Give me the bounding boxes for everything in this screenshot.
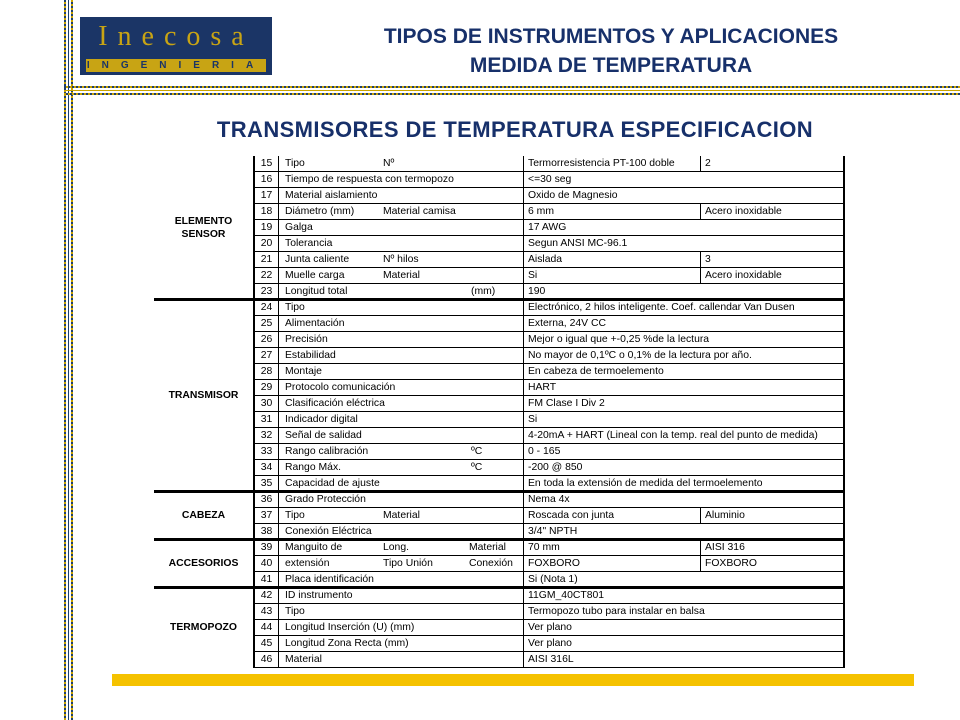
row-value: Electrónico, 2 hilos inteligente. Coef. callendar Van Dusen xyxy=(523,300,843,315)
group-label-line: ELEMENTO xyxy=(174,216,233,227)
row-value: Ver plano xyxy=(523,636,843,651)
row-number: 43 xyxy=(255,604,279,619)
group-label xyxy=(154,215,253,241)
row-parameter: Diámetro (mm) xyxy=(285,206,355,217)
spec-row xyxy=(255,348,845,364)
section-title: TRANSMISORES DE TEMPERATURA ESPECIFICACION xyxy=(216,117,814,142)
group-separator xyxy=(154,490,845,493)
spec-row xyxy=(255,604,845,620)
row-value-2: Acero inoxidable xyxy=(700,204,843,219)
row-detail: Material xyxy=(383,510,420,521)
group-label xyxy=(154,557,253,570)
row-parameter: Rango Máx. xyxy=(285,462,342,473)
row-number: 17 xyxy=(255,188,279,203)
row-parameter: Manguito de xyxy=(285,542,343,553)
row-parameter: Señal de salidad xyxy=(285,430,362,441)
row-parameter: Longitud total xyxy=(285,286,348,297)
row-number: 20 xyxy=(255,236,279,251)
row-value-2: Acero inoxidable xyxy=(700,268,843,283)
row-value: 3/4" NPTH xyxy=(523,524,843,539)
row-value: <=30 seg xyxy=(523,172,843,187)
row-value: 70 mm xyxy=(523,540,700,555)
row-number: 27 xyxy=(255,348,279,363)
row-parameter: extensión xyxy=(285,558,330,569)
header-divider xyxy=(64,86,960,88)
row-number: 15 xyxy=(255,156,279,171)
spec-row xyxy=(255,412,845,428)
row-parameter: Material xyxy=(285,654,322,665)
spec-row xyxy=(255,396,845,412)
row-value: Termorresistencia PT-100 doble xyxy=(523,156,700,171)
row-detail: Nº xyxy=(383,158,395,169)
left-border-line xyxy=(68,0,69,720)
group-separator xyxy=(154,538,845,541)
page-subtitle: MEDIDA DE TEMPERATURA xyxy=(469,54,753,77)
row-parameter: Tipo xyxy=(285,158,305,169)
row-detail: Material xyxy=(383,270,420,281)
row-detail: Tipo Unión xyxy=(383,558,433,569)
row-value: Mejor o igual que +-0,25 %de la lectura xyxy=(523,332,843,347)
row-value-2: 3 xyxy=(700,252,843,267)
row-value: Si xyxy=(523,268,700,283)
row-number: 40 xyxy=(255,556,279,571)
spec-row xyxy=(255,204,845,220)
row-number: 41 xyxy=(255,572,279,587)
row-detail-2: Conexión xyxy=(469,558,513,569)
row-value: Aislada xyxy=(523,252,700,267)
row-value: HART xyxy=(523,380,843,395)
row-number: 34 xyxy=(255,460,279,475)
sheet-inner-border xyxy=(253,156,255,668)
row-value: 4-20mA + HART (Lineal con la temp. real del punto de medida) xyxy=(523,428,843,443)
group-label-line-2: SENSOR xyxy=(181,229,226,240)
row-parameter: Conexión Eléctrica xyxy=(285,526,372,537)
row-number: 35 xyxy=(255,476,279,491)
row-value: 190 xyxy=(523,284,843,299)
row-value: 11GM_40CT801 xyxy=(523,588,843,603)
row-number: 31 xyxy=(255,412,279,427)
row-parameter: Tiempo de respuesta con termopozo xyxy=(285,174,454,185)
spec-row xyxy=(255,268,845,284)
row-number: 24 xyxy=(255,300,279,315)
spec-row xyxy=(255,636,845,652)
spec-row xyxy=(255,156,845,172)
row-value: AISI 316L xyxy=(523,652,843,667)
row-number: 45 xyxy=(255,636,279,651)
spec-row xyxy=(255,460,845,476)
group-label-line: CABEZA xyxy=(181,510,226,521)
row-number: 38 xyxy=(255,524,279,539)
row-parameter: Muelle carga xyxy=(285,270,345,281)
spec-row xyxy=(255,556,845,572)
row-value-2: 2 xyxy=(700,156,843,171)
page-title: TIPOS DE INSTRUMENTOS Y APLICACIONES xyxy=(383,25,839,48)
row-number: 32 xyxy=(255,428,279,443)
spec-row xyxy=(255,492,845,508)
spec-row xyxy=(255,172,845,188)
row-parameter: Junta caliente xyxy=(285,254,350,265)
row-parameter: Tolerancia xyxy=(285,238,333,249)
logo-wordmark: Inecosa xyxy=(98,21,254,52)
row-value: En cabeza de termoelemento xyxy=(523,364,843,379)
spec-row xyxy=(255,652,845,668)
row-number: 28 xyxy=(255,364,279,379)
sheet-right-border xyxy=(843,156,845,668)
company-logo xyxy=(80,17,272,75)
row-number: 37 xyxy=(255,508,279,523)
row-number: 39 xyxy=(255,540,279,555)
row-parameter: Alimentación xyxy=(285,318,345,329)
row-value-2: AISI 316 xyxy=(700,540,843,555)
row-parameter: Longitud Inserción (U) (mm) xyxy=(285,622,415,633)
group-label xyxy=(154,509,253,522)
left-border-stripe-2 xyxy=(71,0,73,720)
row-number: 44 xyxy=(255,620,279,635)
row-parameter: Clasificación eléctrica xyxy=(285,398,385,409)
row-parameter: Tipo xyxy=(285,302,305,313)
specification-sheet xyxy=(154,156,845,668)
row-number: 33 xyxy=(255,444,279,459)
row-parameter: Grado Protección xyxy=(285,494,366,505)
row-detail: (mm) xyxy=(471,286,496,297)
spec-row xyxy=(255,540,845,556)
row-value: 6 mm xyxy=(523,204,700,219)
spec-row xyxy=(255,380,845,396)
row-parameter: Placa identificación xyxy=(285,574,374,585)
spec-row xyxy=(255,236,845,252)
row-parameter: Longitud Zona Recta (mm) xyxy=(285,638,409,649)
row-value: Si (Nota 1) xyxy=(523,572,843,587)
row-parameter: Montaje xyxy=(285,366,322,377)
group-label-line: TERMOPOZO xyxy=(170,622,237,633)
spec-row xyxy=(255,316,845,332)
row-value: Segun ANSI MC-96.1 xyxy=(523,236,843,251)
row-number: 19 xyxy=(255,220,279,235)
row-number: 42 xyxy=(255,588,279,603)
row-number: 30 xyxy=(255,396,279,411)
spec-row xyxy=(255,444,845,460)
row-value: Nema 4x xyxy=(523,492,843,507)
row-detail: ºC xyxy=(471,462,483,473)
row-detail: Long. xyxy=(383,542,410,553)
row-number: 23 xyxy=(255,284,279,299)
group-separator xyxy=(154,586,845,589)
row-detail: Material camisa xyxy=(383,206,456,217)
row-number: 36 xyxy=(255,492,279,507)
group-label xyxy=(154,621,253,634)
group-label xyxy=(154,389,253,402)
footer-accent-bar xyxy=(112,674,914,686)
row-number: 16 xyxy=(255,172,279,187)
row-value-2: FOXBORO xyxy=(700,556,843,571)
spec-row xyxy=(255,252,845,268)
row-value: FM Clase I Div 2 xyxy=(523,396,843,411)
row-parameter: Tipo xyxy=(285,606,305,617)
logo-subtitle: INGENIERIA xyxy=(86,60,266,71)
row-parameter: Galga xyxy=(285,222,313,233)
group-separator xyxy=(154,298,845,301)
spec-row xyxy=(255,332,845,348)
left-border-stripe xyxy=(64,0,66,720)
row-number: 25 xyxy=(255,316,279,331)
row-value: Ver plano xyxy=(523,620,843,635)
row-number: 22 xyxy=(255,268,279,283)
row-value: No mayor de 0,1ºC o 0,1% de la lectura por año. xyxy=(523,348,843,363)
group-label-line: ACCESORIOS xyxy=(168,558,239,569)
row-parameter: Estabilidad xyxy=(285,350,336,361)
row-value: Si xyxy=(523,412,843,427)
spec-row xyxy=(255,428,845,444)
row-value: -200 @ 850 xyxy=(523,460,843,475)
row-number: 21 xyxy=(255,252,279,267)
row-value: En toda la extensión de medida del termoelemento xyxy=(523,476,843,491)
row-value: Termopozo tubo para instalar en balsa xyxy=(523,604,843,619)
row-parameter: ID instrumento xyxy=(285,590,353,601)
row-detail: ºC xyxy=(471,446,483,457)
row-number: 46 xyxy=(255,652,279,667)
row-number: 29 xyxy=(255,380,279,395)
row-number: 18 xyxy=(255,204,279,219)
row-value: 17 AWG xyxy=(523,220,843,235)
logo-subtitle-bar xyxy=(86,59,266,72)
row-parameter: Precisión xyxy=(285,334,328,345)
row-parameter: Tipo xyxy=(285,510,305,521)
row-parameter: Protocolo comunicación xyxy=(285,382,396,393)
row-parameter: Rango calibración xyxy=(285,446,369,457)
spec-row xyxy=(255,364,845,380)
row-detail: Nº hilos xyxy=(383,254,419,265)
row-value-2: Aluminio xyxy=(700,508,843,523)
header-divider-3 xyxy=(64,93,960,95)
row-value: FOXBORO xyxy=(523,556,700,571)
row-number: 26 xyxy=(255,332,279,347)
row-value: Externa, 24V CC xyxy=(523,316,843,331)
spec-row xyxy=(255,220,845,236)
row-value: 0 - 165 xyxy=(523,444,843,459)
header-divider-2 xyxy=(64,90,960,91)
row-parameter: Capacidad de ajuste xyxy=(285,478,380,489)
spec-row xyxy=(255,508,845,524)
group-label-line: TRANSMISOR xyxy=(168,390,239,401)
spec-row xyxy=(255,588,845,604)
spec-row xyxy=(255,188,845,204)
row-value: Oxido de Magnesio xyxy=(523,188,843,203)
row-detail-2: Material xyxy=(469,542,506,553)
row-parameter: Indicador digital xyxy=(285,414,358,425)
row-parameter: Material aislamiento xyxy=(285,190,378,201)
row-value: Roscada con junta xyxy=(523,508,700,523)
spec-row xyxy=(255,620,845,636)
spec-row xyxy=(255,300,845,316)
